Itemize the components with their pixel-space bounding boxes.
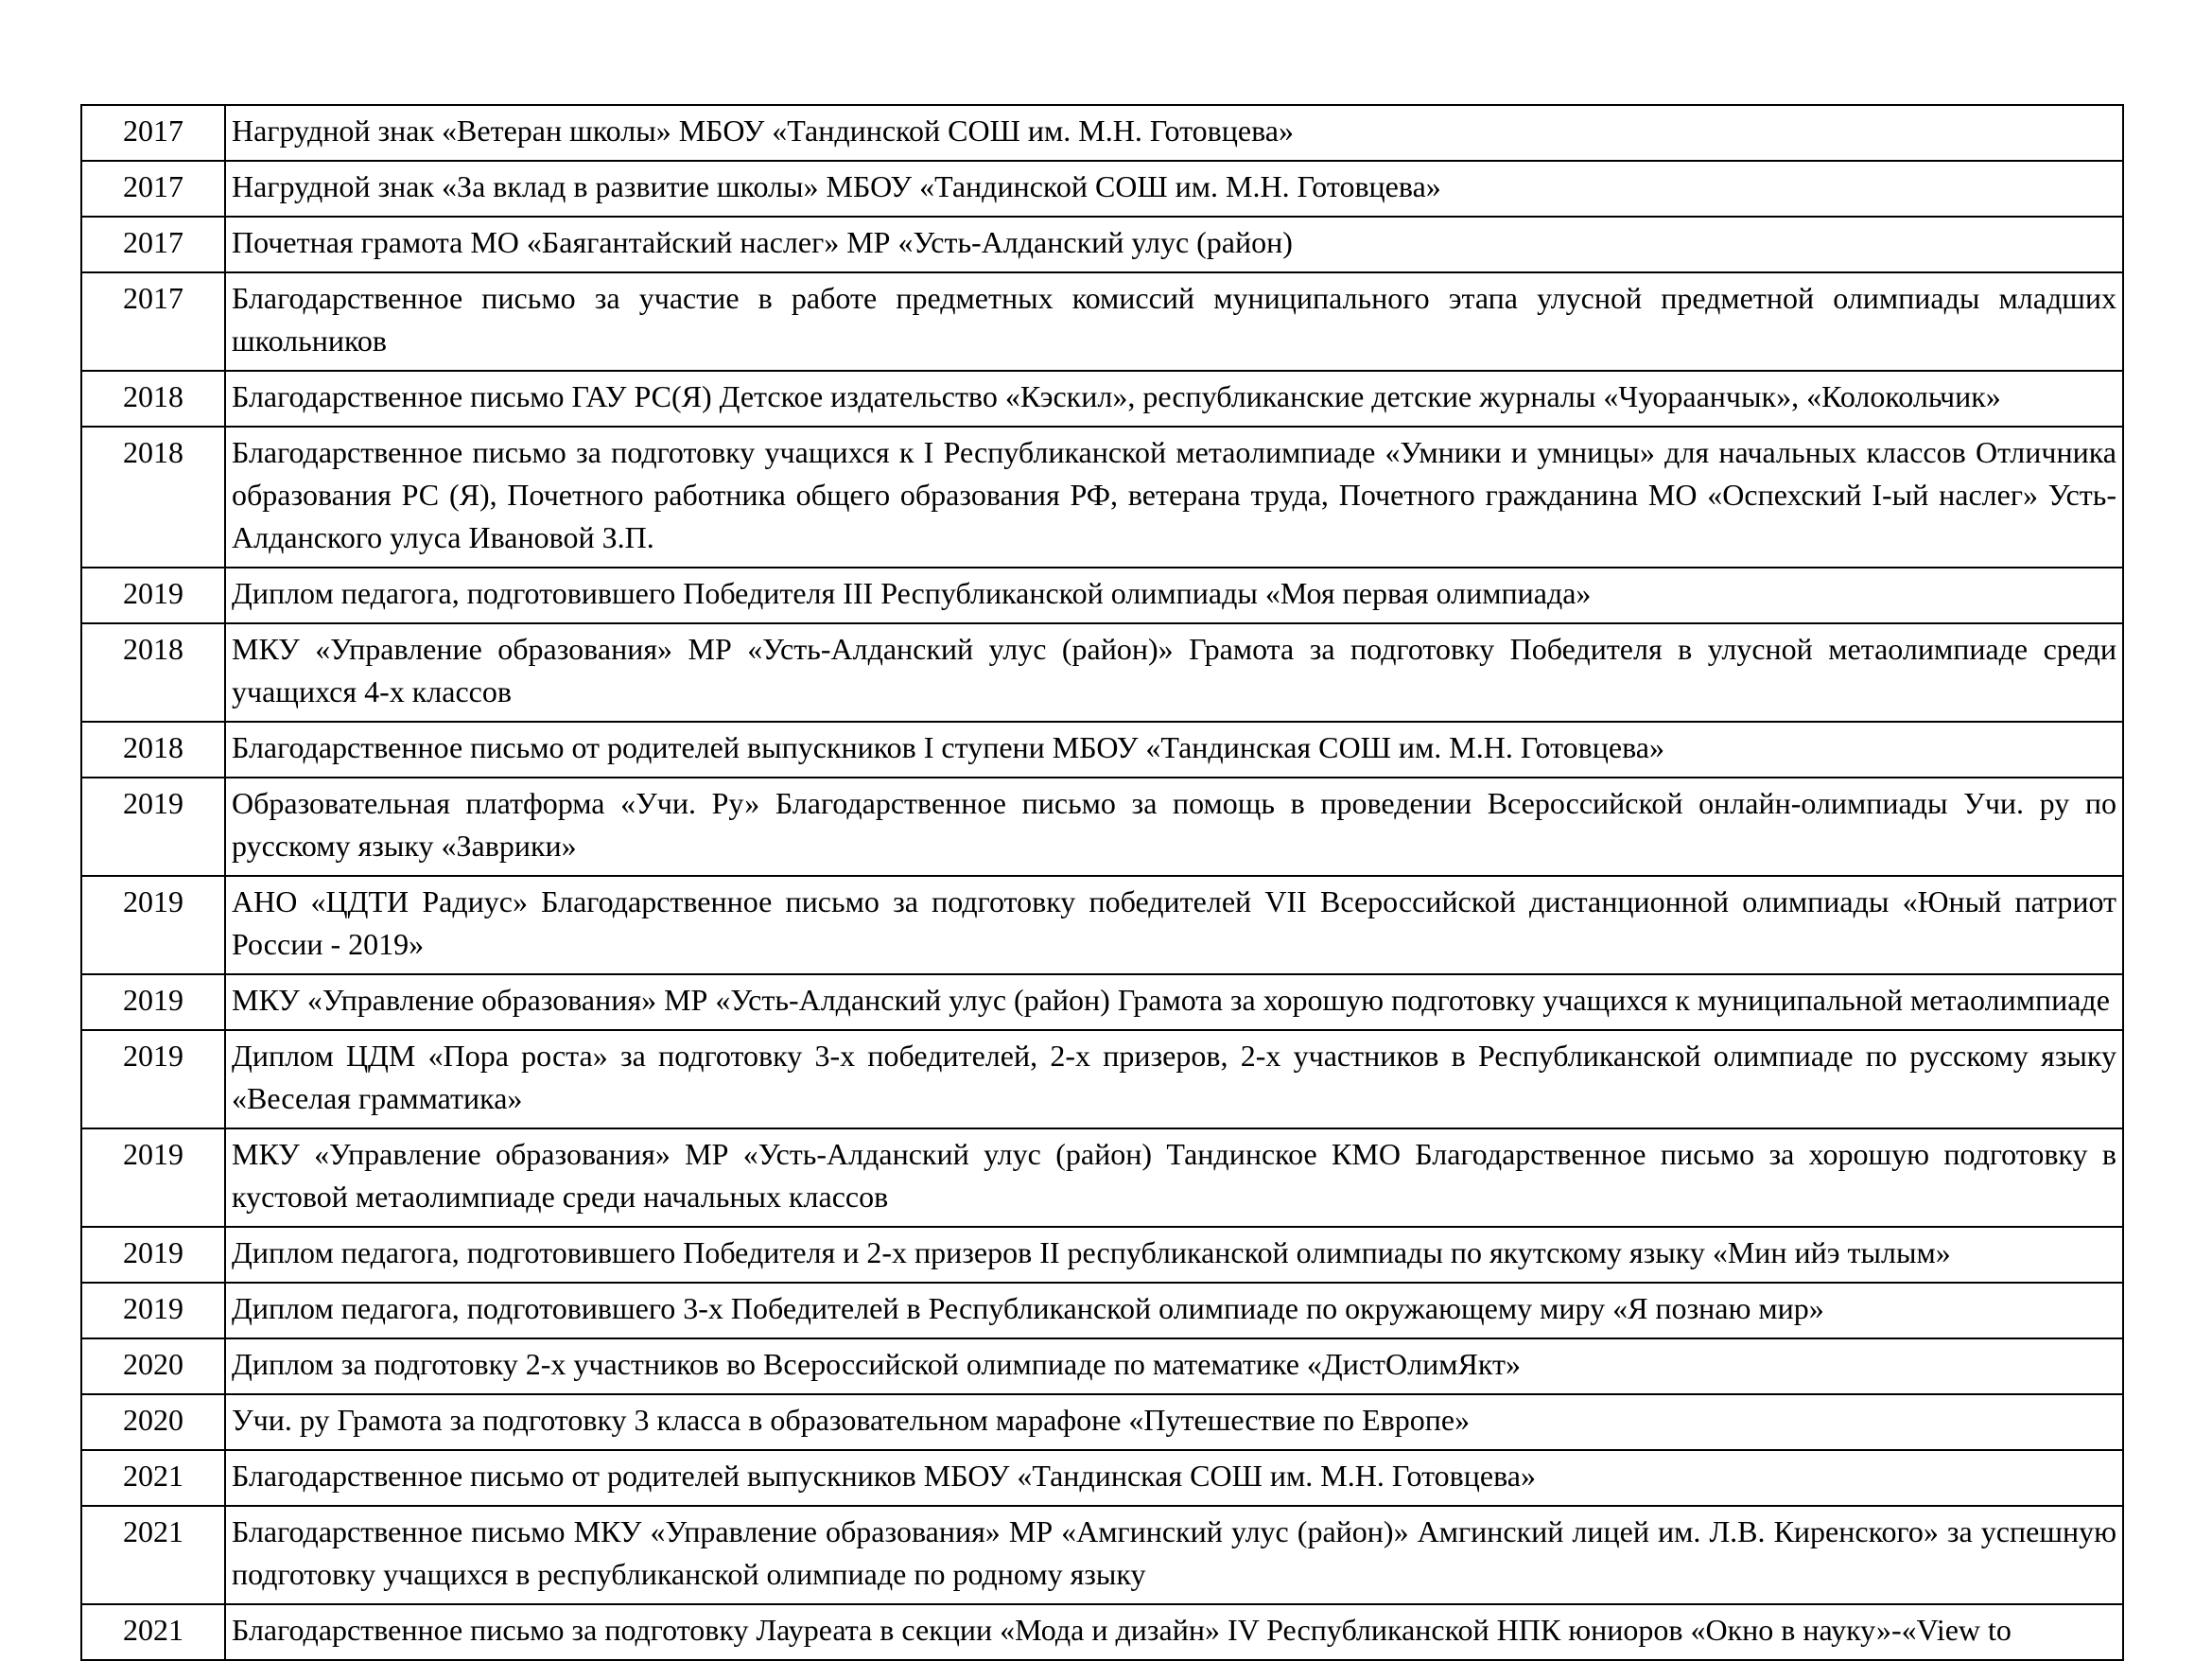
row-year-cell: 2017 (81, 272, 225, 371)
row-year-cell: 2021 (81, 1450, 225, 1506)
row-description-cell: Диплом за подготовку 2-х участников во Всероссийской олимпиаде по математике «ДистОлимЯкт» (225, 1338, 2123, 1394)
row-year-cell: 2019 (81, 876, 225, 974)
row-description-cell: Благодарственное письмо за подготовку Лауреата в секции «Мода и дизайн» IV Республиканской НПК юниоров «Окно в науку»-«View to (225, 1604, 2123, 1660)
row-description-cell: Благодарственное письмо от родителей выпускников I ступени МБОУ «Тандинская СОШ им. М.Н. Готовцева» (225, 722, 2123, 778)
table-row (81, 876, 2123, 974)
row-year-cell: 2019 (81, 1128, 225, 1227)
row-year-cell: 2020 (81, 1394, 225, 1450)
table-row (81, 105, 2123, 161)
row-description-cell: Учи. ру Грамота за подготовку 3 класса в образовательном марафоне «Путешествие по Европе» (225, 1394, 2123, 1450)
row-description-cell: МКУ «Управление образования» МР «Усть-Алданский улус (район) Тандинское КМО Благодарственное письмо за хорошую подготовку в кустовой метаолимпиаде среди начальных классов (225, 1128, 2123, 1227)
row-description-cell: Диплом педагога, подготовившего 3-х Победителей в Республиканской олимпиаде по окружающему миру «Я познаю мир» (225, 1283, 2123, 1338)
awards-table (80, 104, 2124, 1661)
table-row (81, 1338, 2123, 1394)
table-row (81, 1283, 2123, 1338)
table-row (81, 974, 2123, 1030)
table-row (81, 1604, 2123, 1660)
row-year-cell: 2019 (81, 568, 225, 623)
row-description-cell: Благодарственное письмо за участие в работе предметных комиссий муниципального этапа улусной предметной олимпиады младших школьников (225, 272, 2123, 371)
row-year-cell: 2021 (81, 1604, 225, 1660)
table-row (81, 217, 2123, 272)
row-description-cell: Нагрудной знак «За вклад в развитие школы» МБОУ «Тандинской СОШ им. М.Н. Готовцева» (225, 161, 2123, 217)
row-year-cell: 2019 (81, 1227, 225, 1283)
awards-table-body (81, 105, 2123, 1660)
row-description-cell: Благодарственное письмо за подготовку учащихся к I Республиканской метаолимпиаде «Умники и умницы» для начальных классов Отличника образования РС (Я), Почетного работника общего образования РФ, ветерана труда, Почетного гражданина МО «Оспехский I-ый наслег» Усть-Алданского улуса Ивановой З.П. (225, 427, 2123, 568)
row-description-cell: Благодарственное письмо ГАУ РС(Я) Детское издательство «Кэскил», республиканские детские журналы «Чуораанчык», «Колокольчик» (225, 371, 2123, 427)
row-year-cell: 2020 (81, 1338, 225, 1394)
table-row (81, 1128, 2123, 1227)
table-row (81, 427, 2123, 568)
row-year-cell: 2017 (81, 105, 225, 161)
table-row (81, 161, 2123, 217)
row-year-cell: 2019 (81, 778, 225, 876)
table-row (81, 1506, 2123, 1604)
table-row (81, 1394, 2123, 1450)
row-year-cell: 2018 (81, 722, 225, 778)
row-year-cell: 2019 (81, 974, 225, 1030)
row-description-cell: Нагрудной знак «Ветеран школы» МБОУ «Тандинской СОШ им. М.Н. Готовцева» (225, 105, 2123, 161)
row-year-cell: 2018 (81, 623, 225, 722)
row-description-cell: АНО «ЦДТИ Радиус» Благодарственное письмо за подготовку победителей VII Всероссийской дистанционной олимпиады «Юный патриот России - 2019» (225, 876, 2123, 974)
row-description-cell: МКУ «Управление образования» МР «Усть-Алданский улус (район) Грамота за хорошую подготовку учащихся к муниципальной метаолимпиаде (225, 974, 2123, 1030)
table-row (81, 371, 2123, 427)
row-year-cell: 2018 (81, 371, 225, 427)
table-row (81, 1450, 2123, 1506)
table-row (81, 623, 2123, 722)
row-year-cell: 2021 (81, 1506, 225, 1604)
row-description-cell: Благодарственное письмо МКУ «Управление образования» МР «Амгинский улус (район)» Амгинский лицей им. Л.В. Киренского» за успешную подготовку учащихся в республиканской олимпиаде по родному языку (225, 1506, 2123, 1604)
row-year-cell: 2017 (81, 161, 225, 217)
row-year-cell: 2019 (81, 1283, 225, 1338)
row-description-cell: МКУ «Управление образования» МР «Усть-Алданский улус (район)» Грамота за подготовку Победителя в улусной метаолимпиаде среди учащихся 4-х классов (225, 623, 2123, 722)
table-row (81, 568, 2123, 623)
row-year-cell: 2017 (81, 217, 225, 272)
table-row (81, 1030, 2123, 1128)
row-year-cell: 2019 (81, 1030, 225, 1128)
row-description-cell: Диплом педагога, подготовившего Победителя и 2-х призеров II республиканской олимпиады по якутскому языку «Мин ийэ тылым» (225, 1227, 2123, 1283)
table-row (81, 778, 2123, 876)
row-year-cell: 2018 (81, 427, 225, 568)
row-description-cell: Почетная грамота МО «Баягантайский наслег» МР «Усть-Алданский улус (район) (225, 217, 2123, 272)
row-description-cell: Диплом педагога, подготовившего Победителя III Республиканской олимпиады «Моя первая олимпиада» (225, 568, 2123, 623)
table-row (81, 1227, 2123, 1283)
table-row (81, 272, 2123, 371)
row-description-cell: Образовательная платформа «Учи. Ру» Благодарственное письмо за помощь в проведении Всероссийской онлайн-олимпиады Учи. ру по русскому языку «Заврики» (225, 778, 2123, 876)
table-row (81, 722, 2123, 778)
row-description-cell: Благодарственное письмо от родителей выпускников МБОУ «Тандинская СОШ им. М.Н. Готовцева» (225, 1450, 2123, 1506)
row-description-cell: Диплом ЦДМ «Пора роста» за подготовку 3-х победителей, 2-х призеров, 2-х участников в Республиканской олимпиаде по русскому языку «Веселая грамматика» (225, 1030, 2123, 1128)
